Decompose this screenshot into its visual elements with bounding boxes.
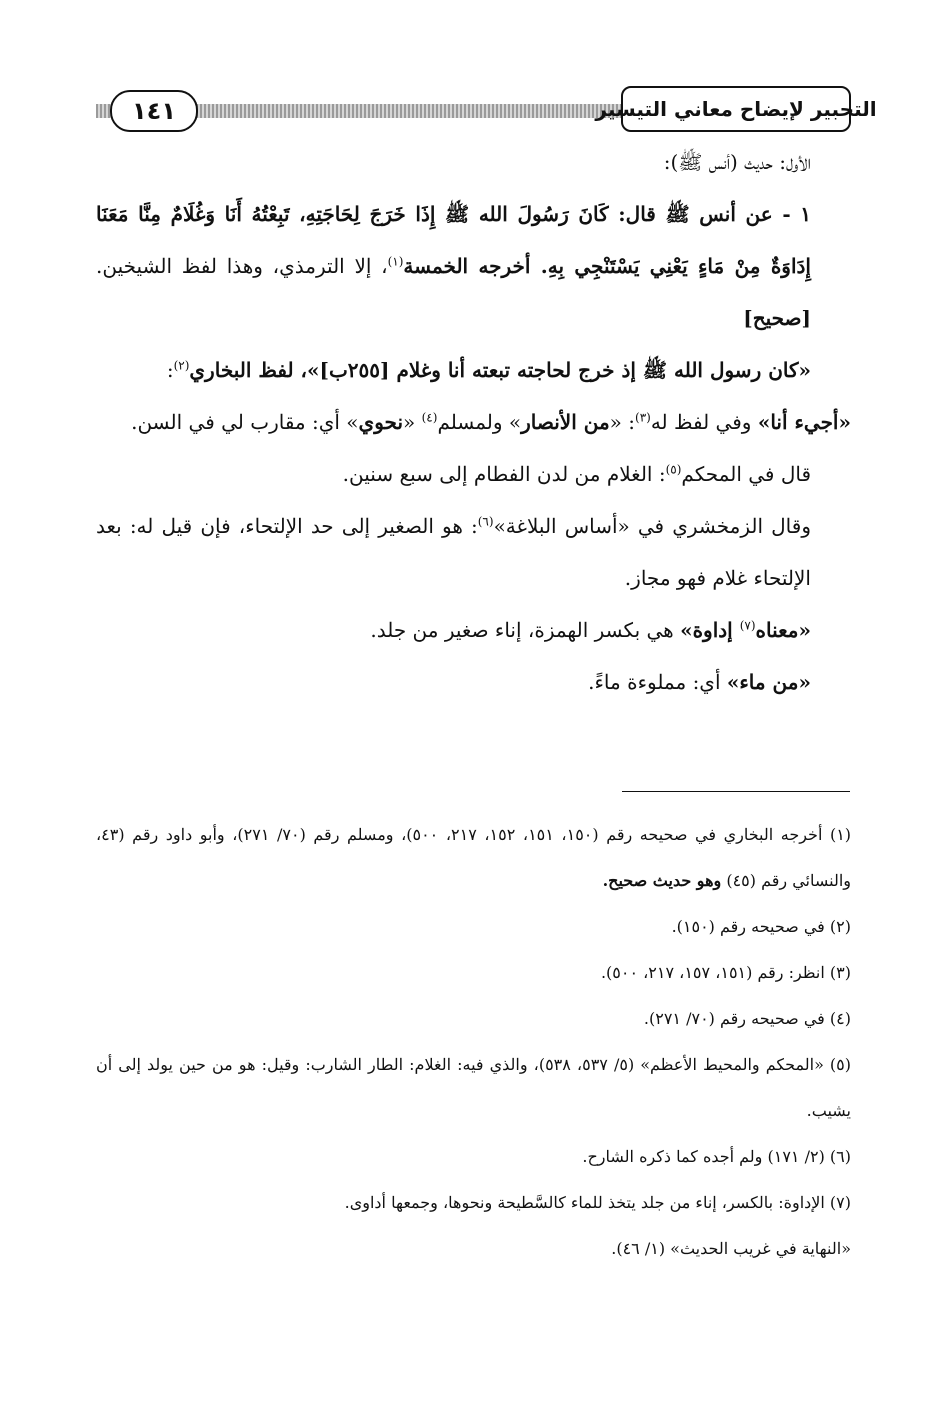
footnote-item (96, 812, 851, 904)
hadith-grade: [صحيح] (743, 306, 811, 330)
footnote-text: (٦) (٢/ ١٧١) ولم أجده كما ذكره الشارح. (582, 1147, 851, 1166)
maanahu-quote: «معناه (755, 618, 811, 642)
hadith-paragraph (96, 188, 851, 344)
footnote-text: (٤) في صحيحه رقم (٧٠/ ٢٧١). (643, 1009, 851, 1028)
ansar-quote: من الأنصار (521, 410, 610, 434)
hadith-text-tail: ، إلا الترمذي، وهذا لفظ الشيخين. (96, 254, 388, 278)
hadith-text: ١ - عن أنس ﷺ قال: كَانَ رَسُولَ الله ﷺ إِذَا خَرَجَ لِحَاجَتِهِ، تَبِعْتُهُ أَنَا وَغُلَامٌ مِنَّا مَعَنَا إِدَاوَةٌ مِنْ مَاءٍ يَعْنِي يَسْتَنْجِي بِهِ. أخرجه الخمسة (96, 202, 811, 278)
footnote-ref: (١) (387, 254, 404, 269)
zamakhshari-text: وقال الزمخشري في «أساس البلاغة» (493, 514, 811, 538)
bukhari-quote: «كان رسول الله ﷺ إذ خرج لحاجته تبعته أنا وغلام [٢٥٥ب]» (306, 358, 811, 382)
footnote-text: (٧) الإداوة: بالكسر، إناء من جلد يتخذ للماء كالسَّطيحة ونحوها، وجمعها أداوى. (344, 1193, 851, 1212)
footnote-bold: وهو حديث صحيح. (602, 871, 722, 890)
footnote-separator (622, 791, 850, 792)
min-maa-quote: «من ماء» (726, 670, 811, 694)
section-heading: الأول: حديث (أنس ﷺ): (663, 150, 811, 174)
bukhari-wording (96, 344, 851, 396)
colon: : (166, 358, 174, 382)
footnote-ref: (٧) (739, 618, 756, 633)
footnote-text: (٥) «المحكم والمحيط الأعظم» (٥/ ٥٣٧، ٥٣٨)، والذي فيه: الغلام: الطار الشارب: وقيل: هو من حين يولد إلى أن يشيب. (96, 1055, 852, 1120)
muhkam-text: : الغلام من لدن الفطام إلى سبع سنين. (342, 462, 666, 486)
footnote-item (96, 1042, 851, 1134)
footnote-item (96, 1180, 851, 1226)
footnote-text: (٢) في صحيحه رقم (١٥٠). (671, 917, 851, 936)
footnote-ref: (٤) (421, 410, 438, 425)
footnote-text: «النهاية في غريب الحديث» (١/ ٤٦). (611, 1239, 851, 1258)
page-number: ١٤١ (110, 90, 198, 132)
muhkam-line (96, 448, 851, 500)
zamakhshari-paragraph (96, 500, 851, 604)
zamakhshari-text: : هو الصغير إلى حد الإلتحاء، فإن قيل له: بعد الإلتحاء غلام فهو مجاز. (96, 514, 811, 590)
footnotes (96, 812, 851, 1272)
footnote-text: (١) أخرجه البخاري في صحيحه رقم (١٥٠، ١٥١، ١٥٢، ٢١٧، ٥٠٠)، ومسلم رقم (٧٠/ ٢٧١)، وأبو داود رقم (٤٣، والنسائي رقم (٤٥) (96, 825, 852, 890)
running-title: التحبير لإيضاح معاني التيسير (621, 86, 851, 132)
maanahu-text: هي بكسر الهمزة، إناء صغير من جلد. (370, 618, 681, 642)
ajee-text: « (403, 410, 422, 434)
muhkam-text: قال في المحكم (681, 462, 811, 486)
footnote-ref: (٦) (477, 514, 494, 529)
main-text (96, 136, 851, 708)
bukhari-attribution: ، لفظ البخاري (189, 358, 307, 382)
ajee-text: » ولمسلم (437, 410, 522, 434)
min-maa-line (96, 656, 851, 708)
idawa-quote: إداوة» (680, 618, 740, 642)
ajee-quote: «أجيء أنا» (757, 410, 851, 434)
ajee-text: وفي لفظ له (650, 410, 758, 434)
ajee-text: » أي: مقارب لي في السن. (131, 410, 359, 434)
footnote-text: (٣) انظر: رقم (١٥١، ١٥٧، ٢١٧، ٥٠٠). (600, 963, 851, 982)
footnote-item (96, 996, 851, 1042)
nahwi-quote: نحوي (358, 410, 404, 434)
footnote-item (96, 904, 851, 950)
footnote-ref: (٣) (635, 410, 651, 425)
footnote-item (96, 1226, 851, 1272)
min-maa-text: أي: مملوءة ماءً. (588, 670, 727, 694)
maanahu-line (96, 604, 851, 656)
ajee-text: : « (609, 410, 635, 434)
footnote-item (96, 1134, 851, 1180)
footnote-ref: (٢) (173, 358, 190, 373)
ajee-line (96, 396, 851, 448)
footnote-item (96, 950, 851, 996)
page-header (96, 84, 877, 134)
footnote-ref: (٥) (665, 462, 682, 477)
